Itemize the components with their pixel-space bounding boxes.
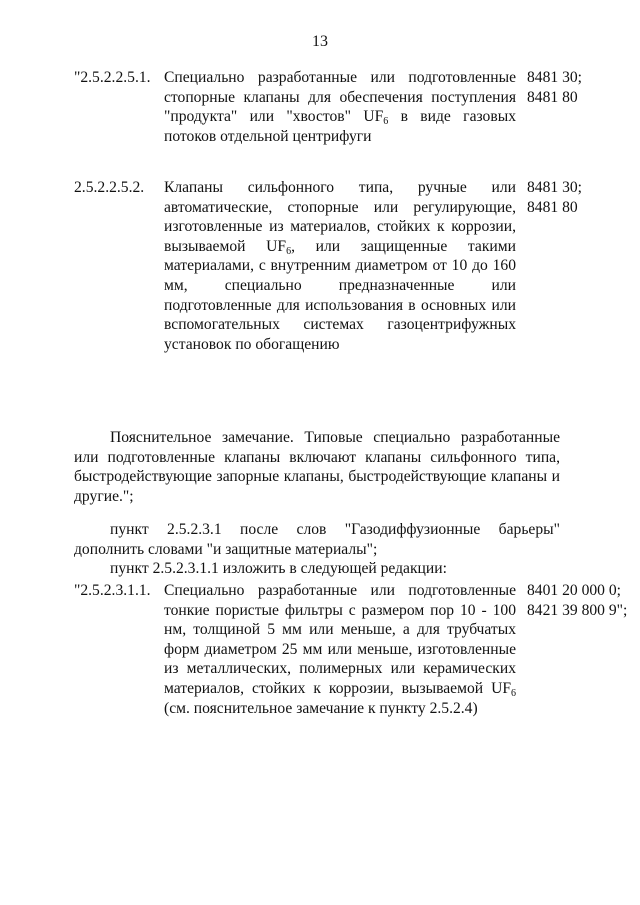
code-line: 8401 20 000 0;	[527, 582, 621, 599]
page-number: 13	[312, 33, 328, 50]
code-line: 8481 80	[527, 198, 578, 216]
entry-codes	[527, 178, 640, 217]
entry-number: "2.5.2.2.5.1.	[74, 69, 151, 86]
code-line: 8481 30;	[527, 179, 583, 196]
code-line: 8481 80	[527, 88, 578, 106]
explanatory-note: Пояснительное замечание. Типовые специально разработанные или подготовленные клапаны включают клапаны сильфонного типа, быстродействующие запорные клапаны, быстродействующие клапаны и другие.";	[74, 429, 560, 505]
entry-codes	[527, 581, 640, 620]
entry-description: Клапаны сильфонного типа, ручные или автоматические, стопорные или регулирующие, изготовленные из материалов, стойких к коррозии, вызываемой $UF_6$, или защищенные такими материалами, с внутренним диаметром от 10 до 160 мм, специально предназначенные или подготовленные для использования в основных или вспомогательных системах газоцентрифужных установок по обогащению	[164, 179, 516, 353]
entry-codes	[527, 68, 640, 107]
instruction-restate-2-5-2-3-1-1: пункт 2.5.2.3.1.1 изложить в следующей редакции:	[110, 560, 447, 577]
entry-number: "2.5.2.3.1.1.	[74, 582, 151, 599]
instruction-amend-2-5-2-3-1: пункт 2.5.2.3.1 после слов "Газодиффузионные барьеры" дополнить словами "и защитные материалы";	[74, 521, 560, 558]
entry-description: Специально разработанные или подготовленные тонкие пористые фильтры с размером пор 10 - 100 нм, толщиной 5 мм или меньше, а для трубчатых форм диаметром 25 мм или меньше, изготовленные из металлических, полимерных или керамических материалов, стойких к коррозии, вызываемой $UF_6$ (см. пояснительное замечание к пункту 2.5.2.4)	[164, 582, 516, 717]
code-line: 8421 39 800 9";	[527, 601, 628, 619]
code-line: 8481 30;	[527, 69, 583, 86]
entry-description: Специально разработанные или подготовленные стопорные клапаны для обеспечения поступления "продукта" или "хвостов" $UF_6$ в виде газовых потоков отдельной центрифуги	[164, 69, 516, 145]
entry-number: 2.5.2.2.5.2.	[74, 179, 145, 196]
